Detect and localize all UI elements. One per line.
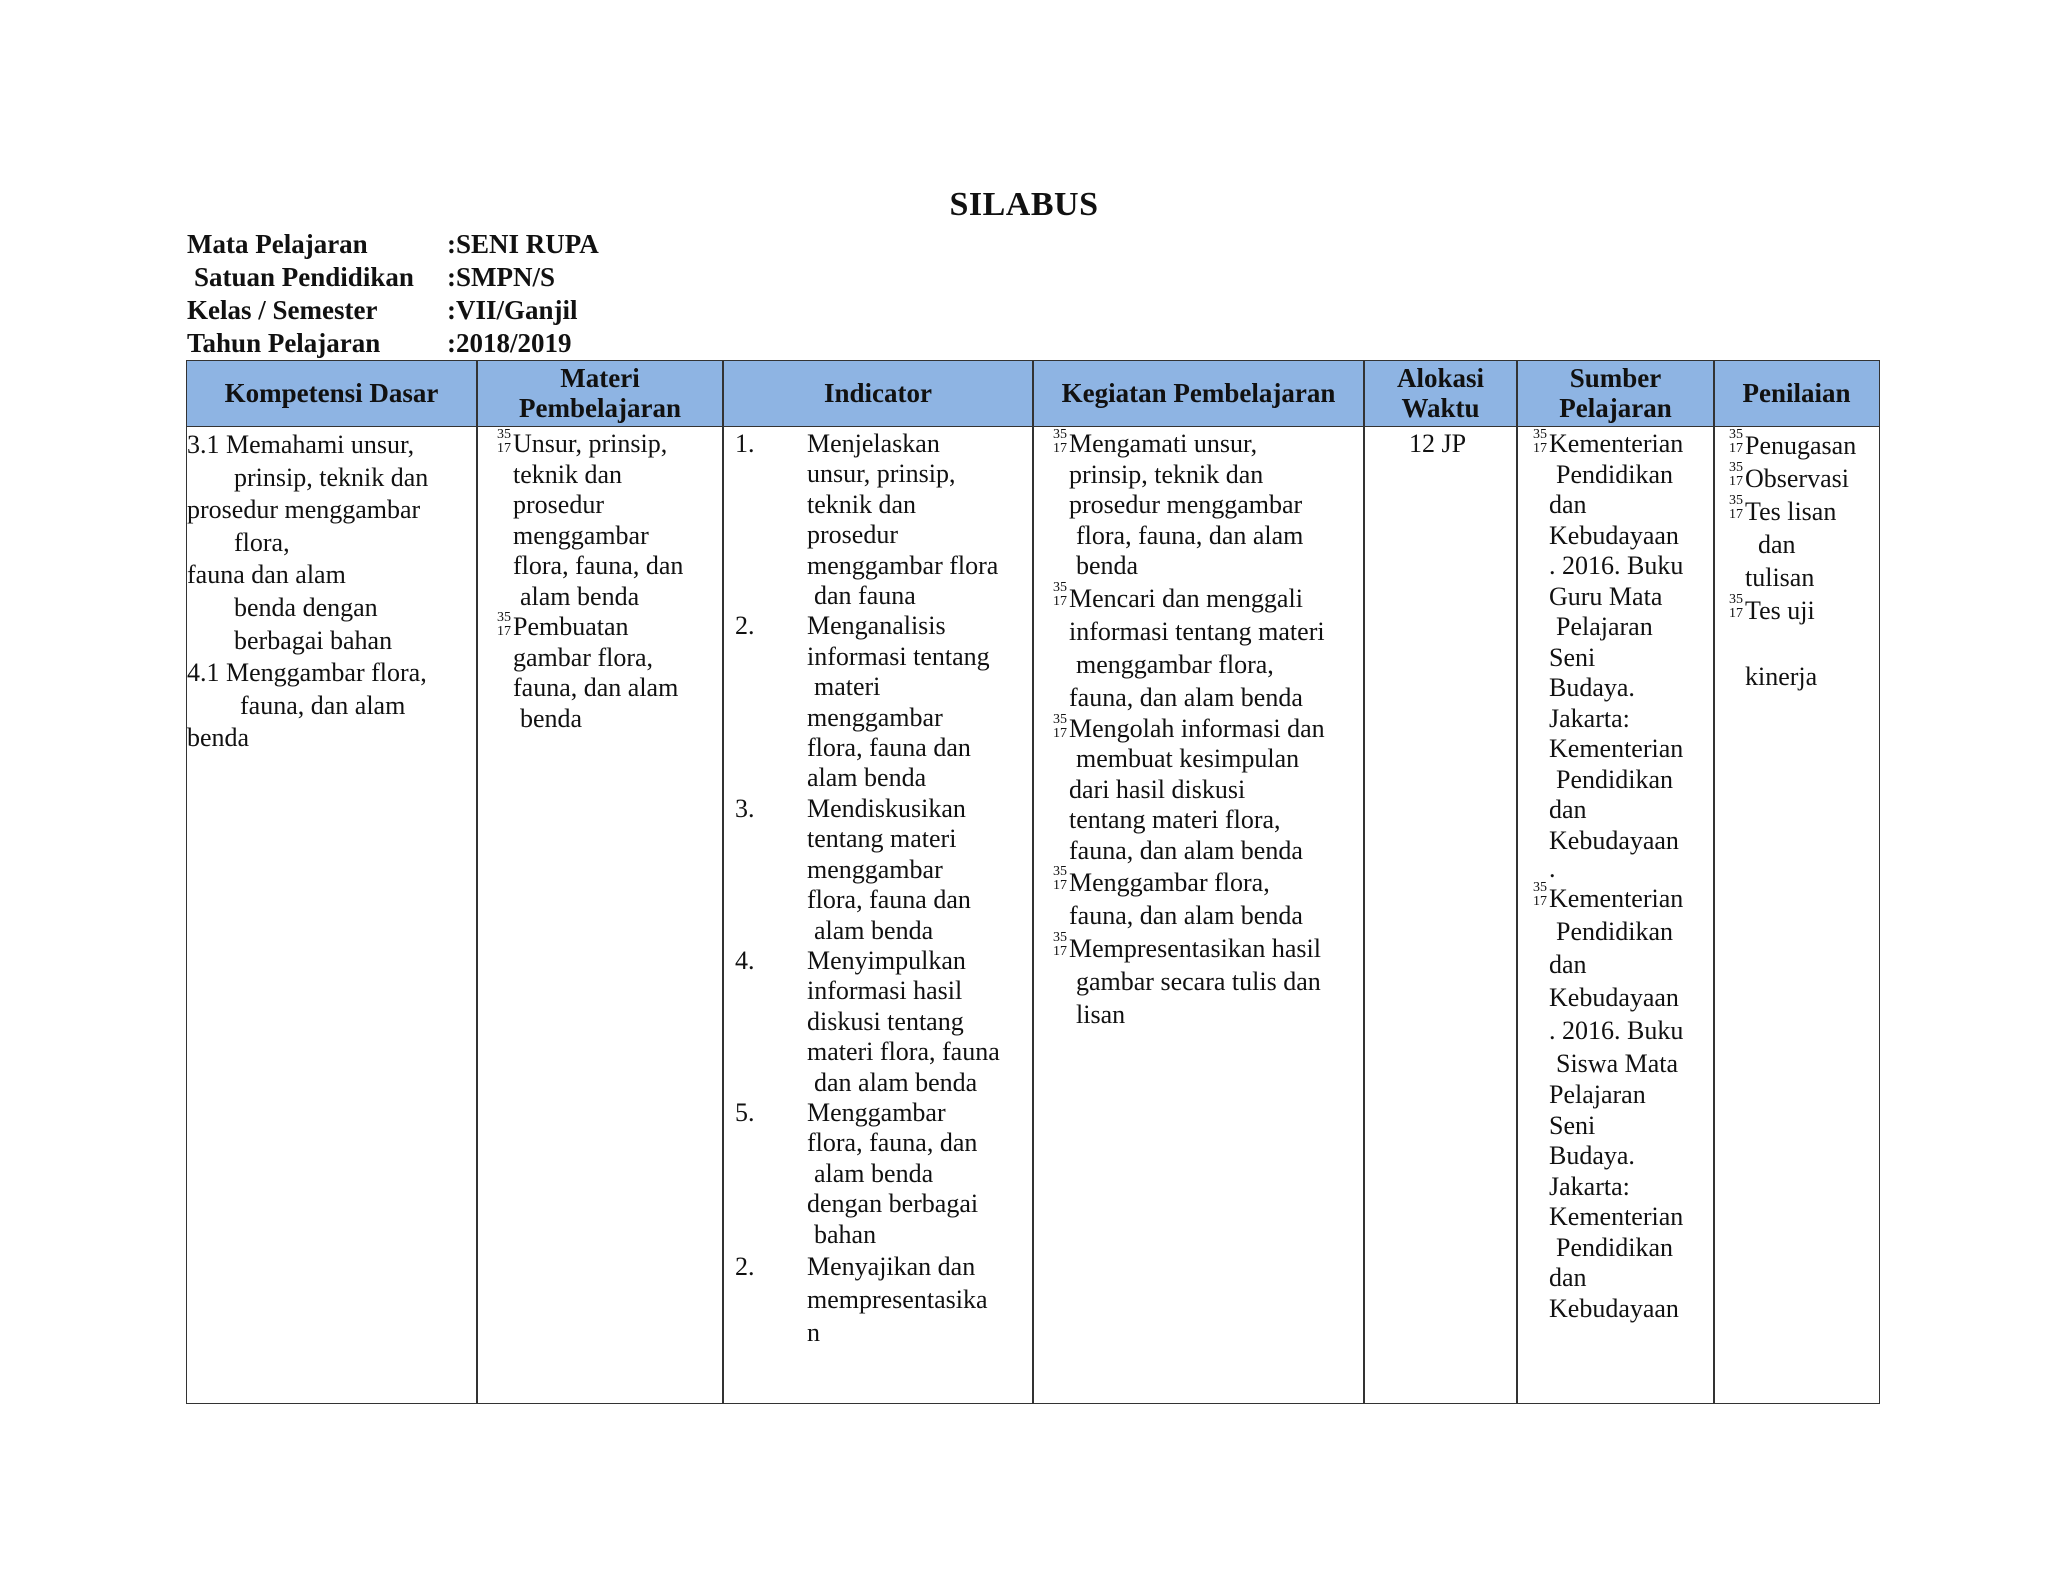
indicator-number: 3.	[735, 793, 755, 823]
cell-materi	[493, 429, 719, 734]
penilaian-text: Observasi	[1745, 464, 1849, 493]
header-label: Alokasi	[1396, 363, 1485, 393]
bullet-icon: 35 17	[1053, 711, 1067, 741]
alokasi-value: 12 JP	[1408, 429, 1467, 458]
bullet-icon: 35 17	[1729, 427, 1743, 456]
sumber-line: Pelajaran	[1549, 1080, 1646, 1109]
sumber-line: . 2016. Buku	[1549, 1016, 1684, 1045]
indicator-text: Menyimpulkan	[807, 945, 966, 975]
indicator-line: materi	[814, 672, 881, 702]
sumber-line: Seni	[1549, 1110, 1596, 1140]
penilaian-item	[1725, 495, 1875, 528]
sumber-line: . 2016. Buku	[1549, 551, 1684, 580]
indicator-number: 1.	[735, 429, 755, 458]
penilaian-text: Tes uji	[1745, 596, 1815, 625]
sumber-line: Kebudayaan	[1549, 825, 1679, 855]
indicator-item	[735, 429, 1029, 459]
sumber-line: .	[1549, 854, 1556, 883]
header-label: Penilaian	[1742, 378, 1851, 408]
indicator-text: Menganalisis	[807, 611, 946, 641]
indicator-line: bahan	[814, 1219, 877, 1249]
kd-line: fauna dan alam	[187, 560, 346, 590]
penilaian-line: dan	[1758, 530, 1796, 559]
kegiatan-line: tentang materi flora,	[1069, 805, 1281, 834]
sumber-line: Jakarta:	[1549, 703, 1630, 733]
bullet-icon: 35 17	[1053, 427, 1067, 456]
materi-line: gambar flora,	[513, 642, 654, 672]
sumber-line: Kementerian	[1549, 1202, 1684, 1231]
sumber-line: Kebudayaan	[1549, 1293, 1679, 1323]
indicator-text: Menjelaskan	[807, 429, 940, 458]
header-label: Pelajaran	[1559, 393, 1672, 423]
kegiatan-line: dari hasil diskusi	[1069, 774, 1246, 804]
indicator-line: n	[807, 1317, 820, 1347]
header-label: Kegiatan Pembelajaran	[1061, 378, 1336, 408]
penilaian-text: Penugasan	[1745, 431, 1857, 460]
penilaian-item	[1725, 462, 1875, 495]
column-divider	[1516, 361, 1518, 1403]
indicator-item	[735, 611, 1029, 641]
indicator-line: tentang materi	[807, 824, 957, 854]
indicator-line: mempresentasika	[807, 1284, 988, 1314]
column-divider	[722, 361, 724, 1403]
meta-value: :2018/2019	[447, 328, 572, 358]
kegiatan-line: prinsip, teknik dan	[1069, 459, 1264, 489]
sumber-line: Budaya.	[1549, 1141, 1635, 1170]
indicator-line: menggambar flora	[807, 550, 999, 580]
sumber-line: Seni	[1549, 642, 1596, 672]
sumber-line: Guru Mata	[1549, 581, 1663, 611]
sumber-line: Pendidikan	[1556, 917, 1673, 946]
bullet-icon: 35 17	[1533, 880, 1547, 909]
meta-label: Mata Pelajaran	[187, 229, 368, 259]
kegiatan-item	[1049, 579, 1361, 615]
indicator-number: 2.	[735, 1251, 755, 1281]
sumber-line: Kementerian	[1549, 734, 1684, 763]
materi-line: teknik dan	[513, 459, 623, 489]
header-label: Materi	[560, 363, 640, 393]
sumber-item	[1529, 882, 1713, 915]
header-label: Sumber	[1569, 363, 1662, 393]
kegiatan-item	[1049, 932, 1361, 965]
kegiatan-text: Mempresentasikan hasil	[1069, 934, 1321, 963]
syllabus-meta	[187, 228, 599, 360]
materi-line: benda	[520, 703, 583, 733]
penilaian-line: tulisan	[1745, 563, 1815, 592]
kegiatan-line: gambar secara tulis dan	[1076, 967, 1321, 996]
sumber-line: Pendidikan	[1556, 459, 1673, 489]
kegiatan-line: fauna, dan alam benda	[1069, 682, 1303, 712]
column-divider	[1032, 361, 1034, 1403]
kegiatan-item	[1049, 429, 1361, 460]
materi-line: menggambar	[513, 520, 649, 550]
indicator-line: alam benda	[814, 915, 934, 945]
kegiatan-text: Mengamati unsur,	[1069, 429, 1258, 458]
kegiatan-item	[1049, 711, 1361, 745]
sumber-line: dan	[1549, 490, 1587, 519]
kd-line: prinsip, teknik dan	[234, 462, 429, 492]
indicator-line: dan fauna	[814, 581, 916, 611]
indicator-number: 2.	[735, 611, 755, 641]
kegiatan-text: Mengolah informasi dan	[1069, 713, 1325, 743]
materi-line: prosedur	[513, 490, 604, 519]
header-penilaian	[1715, 361, 1878, 425]
sumber-text: Kementerian	[1549, 884, 1684, 913]
bullet-icon: 35 17	[497, 427, 511, 456]
penilaian-text: Tes lisan	[1745, 497, 1837, 526]
header-materi	[478, 361, 722, 425]
indicator-line: unsur, prinsip,	[807, 459, 956, 489]
cell-indicator	[735, 429, 1029, 1349]
materi-text: Unsur, prinsip,	[513, 429, 668, 458]
header-label: Indicator	[824, 378, 932, 408]
indicator-text: Menggambar	[807, 1097, 946, 1127]
materi-line: flora, fauna, dan	[513, 551, 684, 580]
bullet-icon: 35 17	[497, 610, 511, 639]
indicator-line: flora, fauna dan	[807, 733, 971, 763]
kegiatan-line: fauna, dan alam benda	[1069, 835, 1303, 865]
sumber-line: dan	[1549, 950, 1587, 979]
kegiatan-line: prosedur menggambar	[1069, 490, 1303, 519]
header-label: Waktu	[1401, 393, 1480, 423]
indicator-number: 4.	[735, 945, 755, 975]
header-kegiatan	[1034, 361, 1363, 425]
sumber-line: Kebudayaan	[1549, 520, 1679, 550]
meta-label: Satuan Pendidikan	[194, 262, 414, 292]
bullet-icon: 35 17	[1053, 864, 1067, 893]
sumber-line: Pendidikan	[1556, 764, 1673, 794]
indicator-line: flora, fauna, dan	[807, 1128, 978, 1158]
header-alokasi	[1365, 361, 1516, 425]
meta-school	[187, 261, 599, 294]
indicator-item	[735, 1098, 1029, 1128]
sumber-line: Jakarta:	[1549, 1171, 1630, 1201]
meta-label: Kelas / Semester	[187, 295, 378, 325]
kegiatan-line: membuat kesimpulan	[1076, 744, 1300, 773]
bullet-icon: 35 17	[1053, 930, 1067, 959]
syllabus-table	[186, 360, 1880, 1404]
bullet-icon: 35 17	[1729, 460, 1743, 489]
indicator-line: alam benda	[814, 1158, 934, 1188]
cell-kompetensi-dasar	[187, 429, 473, 755]
meta-subject	[187, 228, 599, 261]
cell-kegiatan	[1049, 429, 1361, 1031]
materi-line: fauna, dan alam	[513, 673, 679, 702]
materi-item	[493, 429, 719, 460]
sumber-line: Budaya.	[1549, 673, 1635, 702]
kd-line: flora,	[234, 527, 290, 557]
sumber-line: dan	[1549, 795, 1587, 824]
column-divider	[1713, 361, 1715, 1403]
indicator-line: dan alam benda	[814, 1067, 978, 1097]
kegiatan-item	[1049, 866, 1361, 899]
indicator-line: diskusi tentang	[807, 1006, 964, 1036]
sumber-line: Siswa Mata	[1556, 1049, 1679, 1078]
meta-class-semester	[187, 294, 599, 327]
sumber-text: Kementerian	[1549, 429, 1684, 458]
indicator-text: Menyajikan dan	[807, 1251, 976, 1281]
indicator-item	[735, 946, 1029, 976]
sumber-line: Kebudayaan	[1549, 983, 1679, 1012]
column-divider	[476, 361, 478, 1403]
materi-item	[493, 612, 719, 643]
kd-line: 3.1 Memahami unsur,	[187, 430, 415, 459]
indicator-line: informasi tentang	[807, 641, 990, 671]
meta-value: :SENI RUPA	[447, 229, 599, 259]
header-label: Pembelajaran	[519, 393, 681, 423]
indicator-item	[735, 794, 1029, 824]
bullet-icon: 35 17	[1533, 427, 1547, 456]
indicator-line: prosedur	[807, 520, 898, 550]
indicator-line: teknik dan	[807, 489, 917, 519]
kegiatan-line: menggambar flora,	[1076, 649, 1274, 679]
meta-value: :VII/Ganjil	[447, 295, 578, 325]
column-divider	[1363, 361, 1365, 1403]
meta-school-year	[187, 327, 599, 360]
kegiatan-line: lisan	[1076, 1000, 1126, 1029]
meta-label: Tahun Pelajaran	[187, 328, 381, 358]
bullet-icon: 35 17	[1729, 493, 1743, 522]
indicator-text: Mendiskusikan	[807, 793, 966, 823]
indicator-line: dengan berbagai	[807, 1189, 979, 1219]
cell-sumber	[1529, 429, 1713, 1324]
penilaian-line: kinerja	[1745, 662, 1818, 691]
indicator-line: menggambar	[807, 702, 943, 732]
sumber-line: dan	[1549, 1263, 1587, 1292]
kd-line: fauna, dan alam	[240, 690, 406, 720]
kegiatan-line: benda	[1076, 551, 1139, 580]
meta-value: :SMPN/S	[447, 262, 555, 292]
bullet-icon: 35 17	[1729, 592, 1743, 621]
kegiatan-line: informasi tentang materi	[1069, 616, 1325, 646]
bullet-icon: 35 17	[1053, 579, 1067, 609]
sumber-line: Pendidikan	[1556, 1232, 1673, 1262]
kegiatan-text: Mencari dan menggali	[1069, 583, 1303, 613]
header-indicator	[724, 361, 1032, 425]
cell-penilaian	[1725, 429, 1875, 693]
kegiatan-line: fauna, dan alam benda	[1069, 901, 1303, 930]
cell-alokasi	[1365, 429, 1516, 460]
header-kompetensi-dasar	[187, 361, 476, 425]
penilaian-item	[1725, 594, 1875, 627]
indicator-line: materi flora, fauna	[807, 1037, 1000, 1067]
document-title: SILABUS	[949, 186, 1099, 223]
indicator-line: menggambar	[807, 854, 943, 884]
kd-line: benda dengan	[234, 592, 378, 622]
indicator-number: 5.	[735, 1097, 755, 1127]
indicator-line: flora, fauna dan	[807, 885, 971, 915]
kd-line: 4.1 Menggambar flora,	[187, 658, 427, 688]
materi-line: alam benda	[520, 581, 640, 611]
kd-line: benda	[187, 723, 250, 753]
header-label: Kompetensi Dasar	[224, 378, 439, 408]
header-sumber	[1518, 361, 1713, 425]
indicator-line: informasi hasil	[807, 976, 963, 1006]
kd-line: berbagai bahan	[234, 625, 393, 655]
indicator-item	[735, 1250, 1029, 1283]
materi-text: Pembuatan	[513, 612, 629, 641]
penilaian-item	[1725, 429, 1875, 462]
sumber-line: Pelajaran	[1556, 612, 1653, 641]
kegiatan-text: Menggambar flora,	[1069, 868, 1270, 897]
sumber-item	[1529, 429, 1713, 460]
kegiatan-line: flora, fauna, dan alam	[1076, 520, 1304, 550]
indicator-line: alam benda	[807, 763, 927, 793]
kd-line: prosedur menggambar	[187, 495, 421, 525]
